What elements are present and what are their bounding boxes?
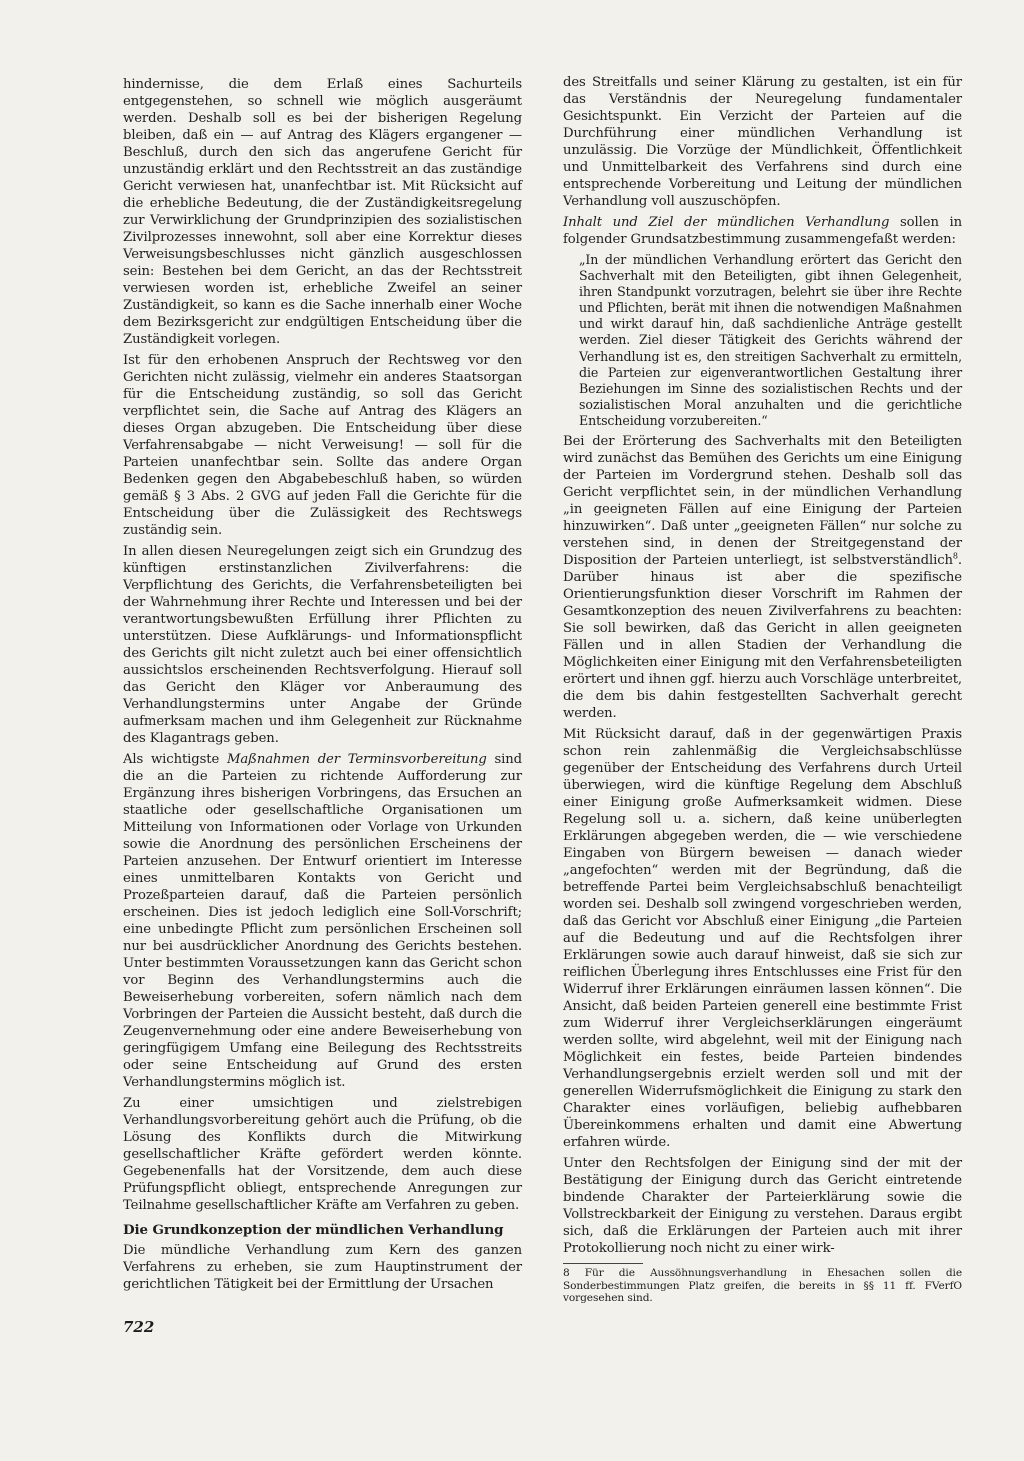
- emphasis: Inhalt und Ziel der mündlichen Verhandlung: [563, 215, 890, 230]
- text-run: sollen in folgender Grundsatzbestimmung zusammengefaßt werden:: [563, 215, 962, 247]
- block-quote: „In der mündlichen Verhandlung erörtert das Gericht den Sachverhalt mit den Beteiligten, gibt ihnen Gelegenheit, ihren Standpunkt vorzutragen, belehrt sie über ihre Rechte und Pflichten, berät mit ihnen die notwendigen Maßnahmen und wirkt darauf hin, daß sachdienliche Anträge gestellt werden. Ziel dieser Tätigkeit des Gerichts während der Verhandlung ist es, den streitigen Sachverhalt zu ermitteln, die Parteien zur eigenverantwortlichen Gestaltung ihrer Beziehungen im Sinne des sozialistischen Rechts und der sozialistischen Moral anzuhalten und die gerichtliche Entscheidung vorzubereiten.“: [579, 252, 962, 428]
- text-run: Als wichtigste: [123, 752, 227, 767]
- paragraph: des Streitfalls und seiner Klärung zu gestalten, ist ein für das Verständnis der Neuregelung fundamentaler Gesichtspunkt. Ein Verzicht der Parteien auf die Durchführung einer mündlichen Verhandlung ist unzulässig. Die Vorzüge der Mündlichkeit, Öffentlichkeit und Unmittelbarkeit des Verfahrens sind durch eine entsprechende Vorbereitung und Leitung der mündlichen Verhandlung voll auszuschöpfen.: [563, 75, 962, 209]
- left-column: [123, 76, 522, 1297]
- paragraph: [123, 751, 522, 1091]
- emphasis: Maßnahmen der Terminsvorbereitung: [226, 752, 487, 767]
- footnote-reference: 8: [952, 551, 958, 561]
- text-run: Bei der Erörterung des Sachverhalts mit den Beteiligten wird zunächst das Bemühen des Gerichts um eine Einigung der Parteien im Vordergrund stehen. Deshalb soll das Gericht verpflichtet sein, in der mündlichen Verhandlung „in geeigneten Fällen auf eine Einigung der Parteien hinzuwirken“. Daß unter „geeigneten Fällen“ nur solche zu verstehen sind, in denen der Streitgegenstand der Disposition der Parteien unterliegt, ist selbstverständlich: [563, 434, 962, 569]
- footnote: 8 Für die Aussöhnungsverhandlung in Ehesachen sollen die Sonderbestimmungen Platz greifen, die bereits in §§ 11 ff. FVerfO vorgesehen sind.: [563, 1267, 962, 1305]
- page-number: 722: [123, 1318, 155, 1336]
- paragraph: [563, 214, 962, 248]
- text-run: . Darüber hinaus ist aber die spezifische Orientierungsfunktion dieser Vorschrift im Rahmen der Gesamtkonzeption des neuen Zivilverfahrens zu beachten: Sie soll bewirken, daß das Gericht in allen geeigneten Fällen und in allen Stadien der Verhandlung die Möglichkeiten einer Einigung mit den Verfahrensbeteiligten erörtert und ihnen ggf. hierzu auch Vorschläge unterbreitet, die dem bis dahin festgestellten Sachverhalt gerecht werden.: [563, 553, 962, 722]
- paragraph: Die mündliche Verhandlung zum Kern des ganzen Verfahrens zu erheben, sie zum Hauptinstrument der gerichtlichen Tätigkeit bei der Ermittlung der Ursachen: [123, 1243, 522, 1292]
- right-column: [563, 74, 962, 1309]
- paragraph: hindernisse, die dem Erlaß eines Sachurteils entgegenstehen, so schnell wie möglich ausgeräumt werden. Deshalb soll es bei der bisherigen Regelung bleiben, daß ein — auf Antrag des Klägers ergangener — Beschluß, durch den sich das angerufene Gericht für unzuständig erklärt und den Rechtsstreit an das zuständige Gericht verwiesen hat, unanfechtbar ist. Mit Rücksicht auf die erhebliche Bedeutung, die der Zuständigkeitsregelung zur Verwirklichung der Grundprinzipien des sozialistischen Zivilprozesses innewohnt, soll aber eine Korrektur dieses Verweisungsbeschlusses nicht gänzlich ausgeschlossen sein: Bestehen bei dem Gericht, an das der Rechtsstreit verwiesen worden ist, erhebliche Zweifel an seiner Zuständigkeit, so kann es die Sache innerhalb einer Woche dem Bezirksgericht zur endgültigen Entscheidung über die Zuständigkeit vorlegen.: [123, 77, 522, 347]
- paragraph: Mit Rücksicht darauf, daß in der gegenwärtigen Praxis schon rein zahlenmäßig die Vergleichsabschlüsse gegenüber der Entscheidung des Verfahrens durch Urteil überwiegen, wird die künftige Regelung dem Abschluß einer Einigung große Aufmerksamkeit widmen. Diese Regelung soll u. a. sichern, daß keine unüberlegten Erklärungen abgegeben werden, die — wie verschiedene Eingaben von Bürgern beweisen — danach wieder „angefochten“ werden mit der Begründung, daß die betreffende Partei beim Vergleichsabschluß benachteiligt worden sei. Deshalb soll zwingend vorgeschrieben werden, daß das Gericht vor Abschluß einer Einigung „die Parteien auf die Bedeutung und auf die Rechtsfolgen ihrer Erklärungen sowie auch darauf hinweist, daß sie sich zur reiflichen Überlegung ihres Entschlusses eine Frist für den Widerruf ihrer Erklärungen einräumen lassen können“. Die Ansicht, daß beiden Parteien generell eine bestimmte Frist zum Widerruf ihrer Vergleichserklärungen eingeräumt werden sollte, wird abgelehnt, weil mit der Einigung nach Möglichkeit ein festes, beide Parteien bindendes Verhandlungsergebnis erzielt werden soll und mit der generellen Widerrufsmöglichkeit die Einigung zu stark den Charakter eines vorläufigen, beliebig aufhebbaren Übereinkommens erhalten und damit eine Abwertung erfahren würde.: [563, 727, 962, 1151]
- text-run: sind die an die Parteien zu richtende Aufforderung zur Ergänzung ihres bisherigen Vorbringens, das Ersuchen an staatliche oder gesellschaftliche Organisationen um Mitteilung von Informationen oder Vorlage von Urkunden sowie die Anordnung des persönlichen Erscheinens der Parteien anzusehen. Der Entwurf orientiert im Interesse eines unmittelbaren Kontakts von Gericht und Prozeßparteien darauf, daß die Parteien persönlich erscheinen. Dies ist jedoch lediglich eine Soll-Vorschrift; eine unbedingte Pflicht zum persönlichen Erscheinen soll nur bei ausdrücklicher Anordnung des Gerichts bestehen. Unter bestimmten Voraussetzungen kann das Gericht schon vor Beginn des Verhandlungstermins auch die Beweiserhebung vorbereiten, sofern nämlich nach dem Vorbringen der Parteien die Aussicht besteht, daß durch die Zeugenvernehmung oder eine andere Beweiserhebung von geringfügigem Umfang eine Beilegung des Rechtsstreits oder seine Entscheidung auf Grund des ersten Verhandlungstermins möglich ist.: [123, 752, 522, 1090]
- section-heading: Die Grundkonzeption der mündlichen Verhandlung: [123, 1222, 504, 1238]
- footnote-divider: [563, 1263, 643, 1264]
- paragraph: Zu einer umsichtigen und zielstrebigen Verhandlungsvorbereitung gehört auch die Prüfung, ob die Lösung des Konflikts durch die Mitwirkung gesellschaftlicher Kräfte gefördert werden könnte. Gegebenenfalls hat der Vorsitzende, dem auch diese Prüfungspflicht obliegt, entsprechende Anregungen zur Teilnahme gesellschaftlicher Kräfte am Verfahren zu geben.: [123, 1096, 522, 1213]
- paragraph: Unter den Rechtsfolgen der Einigung sind der mit der Bestätigung der Einigung durch das Gericht eintretende bindende Charakter der Parteierklärung sowie die Vollstreckbarkeit der Einigung zu verstehen. Daraus ergibt sich, daß die Erklärungen der Parteien auch mit ihrer Protokollierung noch nicht zu einer wirk-: [563, 1156, 962, 1257]
- paragraph: [563, 433, 962, 722]
- paragraph: In allen diesen Neuregelungen zeigt sich ein Grundzug des künftigen erstinstanzlichen Zivilverfahrens: die Verpflichtung des Gerichts, die Verfahrensbeteiligten bei der Wahrnehmung ihrer Rechte und Interessen und bei der verantwortungsbewußten Erfüllung ihrer Pflichten zu unterstützen. Diese Aufklärungs- und Informationspflicht des Gerichts gilt nicht zuletzt auch bei einer offensichtlich aussichtslos erscheinenden Rechtsverfolgung. Hierauf soll das Gericht den Kläger vor Anberaumung des Verhandlungstermins unter Angabe der Gründe aufmerksam machen und ihm Gelegenheit zur Rücknahme des Klagantrags geben.: [123, 544, 522, 746]
- paragraph: Ist für den erhobenen Anspruch der Rechtsweg vor den Gerichten nicht zulässig, vielmehr ein anderes Staatsorgan für die Entscheidung zuständig, so soll das Gericht verpflichtet sein, die Sache auf Antrag des Klägers an dieses Organ abzugeben. Die Entscheidung über diese Verfahrensabgabe — nicht Verweisung! — soll für die Parteien unanfechtbar sein. Sollte das andere Organ Bedenken gegen den Abgabebeschluß haben, so würden gemäß § 3 Abs. 2 GVG auf jeden Fall die Gerichte für die Entscheidung über die Zulässigkeit des Rechtswegs zuständig sein.: [123, 353, 522, 538]
